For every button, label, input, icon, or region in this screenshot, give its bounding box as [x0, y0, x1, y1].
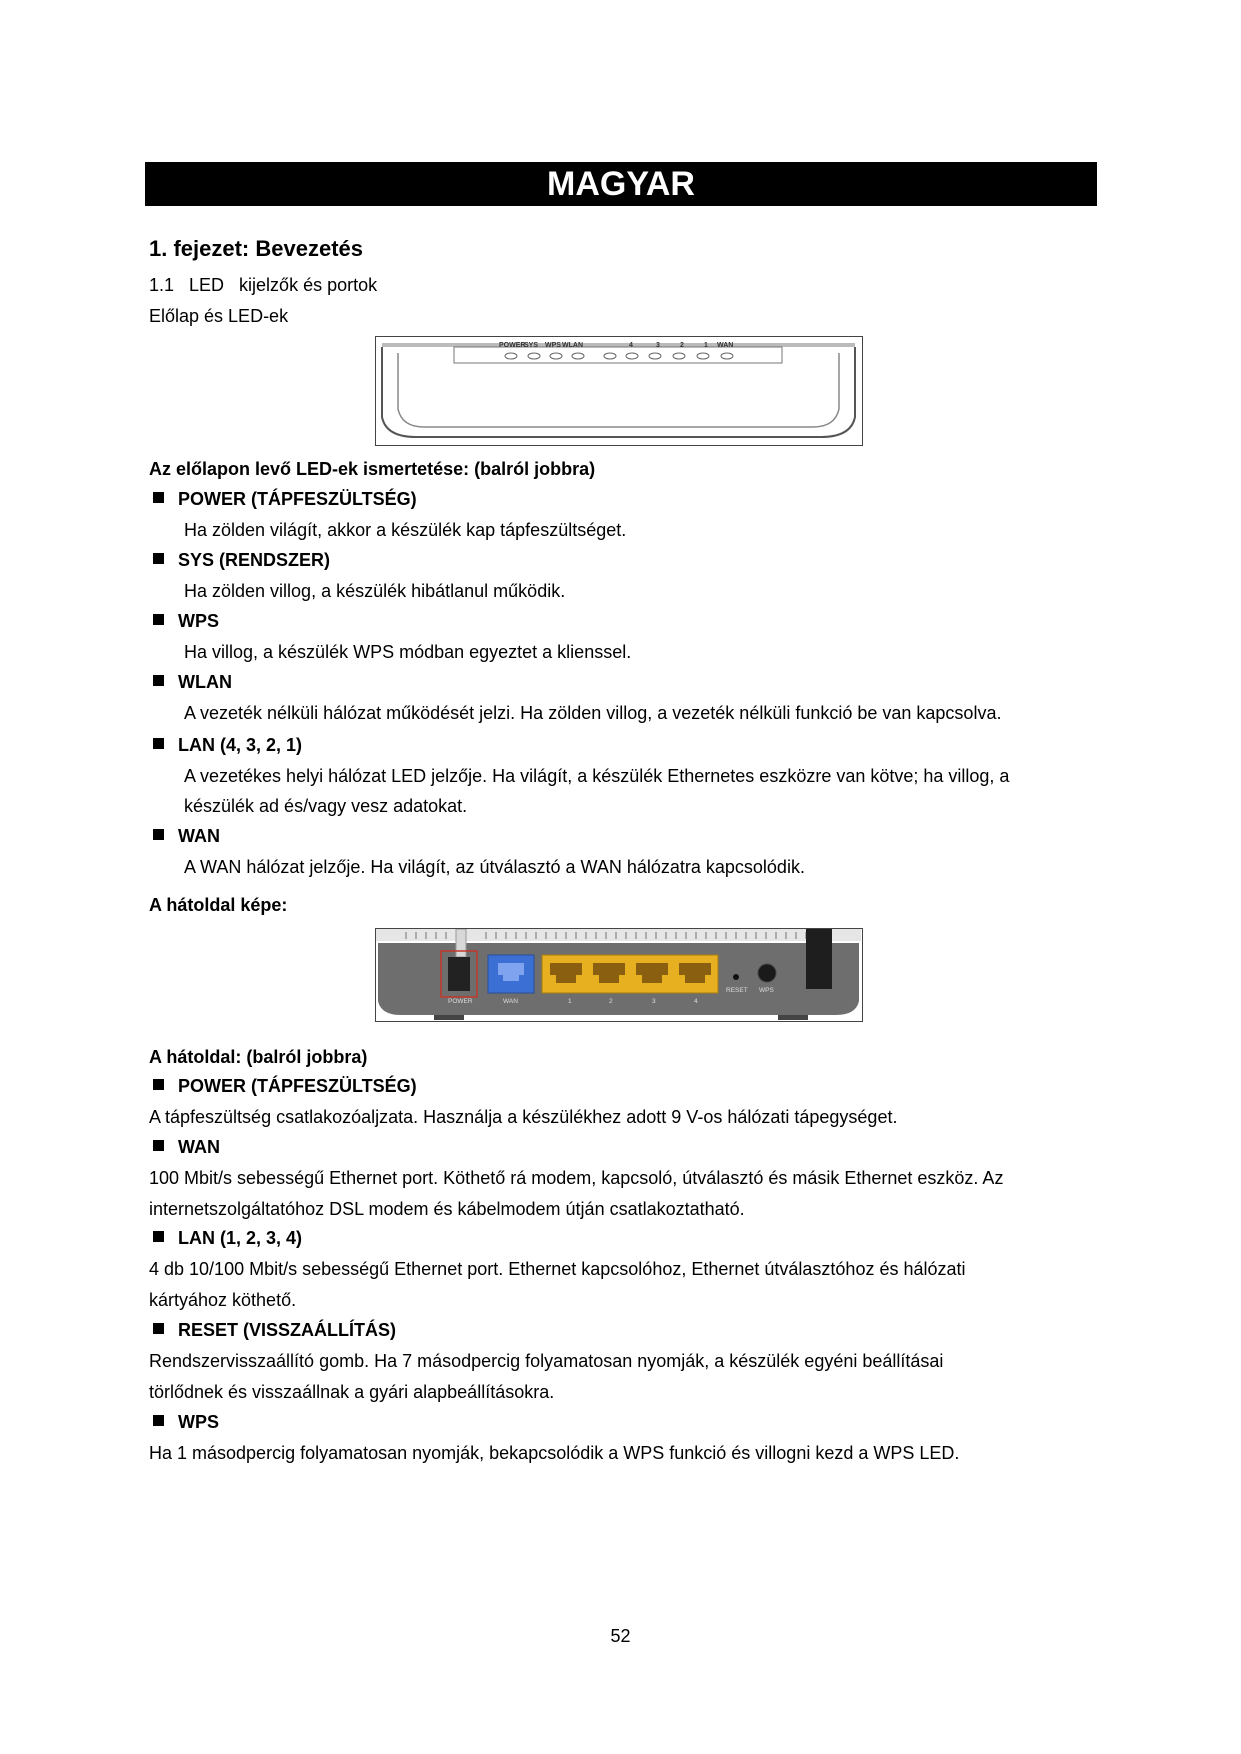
front-intro: Az előlapon levő LED-ek ismertetése: (balról jobbra)	[149, 459, 596, 479]
bullet-text: A tápfeszültség csatlakozóaljzata. Használja a készülékhez adott 9 V-os hálózati tápegységet.	[149, 1107, 898, 1127]
led-indicator	[550, 353, 562, 359]
bullet-text: törlődnek és visszaállnak a gyári alapbeállításokra.	[149, 1382, 555, 1402]
led-label: WLAN	[562, 342, 583, 349]
bullet-heading: SYS (RENDSZER)	[153, 548, 330, 572]
bullet-text: Ha villog, a készülék WPS módban egyeztet a klienssel.	[184, 642, 632, 662]
bullet-square-icon	[153, 553, 164, 564]
bullet-text: Ha 1 másodpercig folyamatosan nyomják, bekapcsolódik a WPS funkció és villogni kezd a WPS LED.	[149, 1443, 960, 1463]
bullet-square-icon	[153, 1079, 164, 1090]
bullet-square-icon	[153, 675, 164, 686]
antenna	[806, 929, 832, 989]
bullet-heading: WAN	[153, 824, 220, 848]
bullet-heading: WPS	[153, 1410, 219, 1434]
front-caption: Előlap és LED-ek	[149, 306, 289, 326]
bullet-text: készülék ad és/vagy vesz adatokat.	[184, 796, 468, 816]
bullet-square-icon	[153, 492, 164, 503]
back-intro: A hátoldal: (balról jobbra)	[149, 1047, 368, 1067]
bullet-text: Ha zölden villog, a készülék hibátlanul működik.	[184, 581, 566, 601]
led-indicator	[673, 353, 685, 359]
front-panel-figure	[375, 336, 863, 446]
bullet-square-icon	[153, 1140, 164, 1151]
bullet-square-icon	[153, 614, 164, 625]
front-panel-drawing	[376, 337, 861, 444]
bullet-square-icon	[153, 829, 164, 840]
port-label: WAN	[503, 998, 518, 1005]
bullet-heading: LAN (4, 3, 2, 1)	[153, 733, 302, 757]
led-indicator	[604, 353, 616, 359]
bullet-text: kártyához köthető.	[149, 1290, 297, 1310]
page-number: 52	[610, 1626, 631, 1646]
language-banner: MAGYAR	[145, 162, 1097, 206]
bullet-square-icon	[153, 1415, 164, 1426]
back-panel-figure	[375, 928, 863, 1022]
led-indicator	[572, 353, 584, 359]
led-label: POWER	[499, 342, 526, 349]
bullet-text: 100 Mbit/s sebességű Ethernet port. Köthető rá modem, kapcsoló, útválasztó és másik Ethernet eszköz. Az	[149, 1168, 1004, 1188]
bullet-text: A vezeték nélküli hálózat működését jelzi. Ha zölden villog, a vezeték nélküli funkció be van kapcsolva.	[184, 703, 1002, 723]
bullet-heading: POWER (TÁPFESZÜLTSÉG)	[153, 1074, 417, 1098]
led-indicator	[721, 353, 733, 359]
bullet-heading: RESET (VISSZAÁLLÍTÁS)	[153, 1318, 396, 1342]
bullet-text: internetszolgáltatóhoz DSL modem és kábelmodem útján csatlakoztatható.	[149, 1199, 745, 1219]
port-label: 1	[568, 998, 572, 1005]
led-indicator	[505, 353, 517, 359]
port-label: POWER	[448, 998, 473, 1005]
bullet-text: A vezetékes helyi hálózat LED jelzője. Ha világít, a készülék Ethernetes eszközre van kötve; ha villog, a	[184, 766, 1010, 786]
port-label: 2	[609, 998, 613, 1005]
bullet-heading: WLAN	[153, 670, 232, 694]
led-label: 4	[629, 342, 633, 349]
chapter-title: 1. fejezet: Bevezetés	[149, 236, 363, 261]
bullet-heading: POWER (TÁPFESZÜLTSÉG)	[153, 487, 417, 511]
bullet-text: Rendszervisszaállító gomb. Ha 7 másodpercig folyamatosan nyomják, a készülék egyéni beállításai	[149, 1351, 944, 1371]
led-label: WPS	[545, 342, 561, 349]
led-label: 2	[680, 342, 684, 349]
back-caption: A hátoldal képe:	[149, 895, 288, 915]
antenna	[456, 929, 466, 957]
bullet-heading: LAN (1, 2, 3, 4)	[153, 1226, 302, 1250]
led-indicator	[626, 353, 638, 359]
bullet-text: A WAN hálózat jelzője. Ha világít, az útválasztó a WAN hálózatra kapcsolódik.	[184, 857, 805, 877]
led-indicator	[649, 353, 661, 359]
led-label: 1	[704, 342, 708, 349]
bullet-text: 4 db 10/100 Mbit/s sebességű Ethernet port. Ethernet kapcsolóhoz, Ethernet útválasztóhoz és hálózati	[149, 1259, 966, 1279]
led-label: SYS	[524, 342, 539, 349]
bullet-square-icon	[153, 738, 164, 749]
port-label: WPS	[759, 987, 774, 994]
bullet-heading: WAN	[153, 1135, 220, 1159]
led-label: 3	[656, 342, 660, 349]
led-indicator	[697, 353, 709, 359]
led-indicator	[528, 353, 540, 359]
back-panel-drawing	[376, 929, 861, 1020]
port-label: RESET	[726, 987, 748, 994]
reset-button	[733, 974, 739, 980]
led-label: WAN	[717, 342, 734, 349]
bullet-heading: WPS	[153, 609, 219, 633]
bullet-square-icon	[153, 1231, 164, 1242]
port-label: 4	[694, 998, 698, 1005]
power-socket	[448, 957, 470, 991]
bullet-square-icon	[153, 1323, 164, 1334]
bullet-text: Ha zölden világít, akkor a készülék kap tápfeszültséget.	[184, 520, 627, 540]
port-label: 3	[652, 998, 656, 1005]
wps-button	[758, 964, 776, 982]
section-title: 1.1 LED kijelzők és portok	[149, 275, 378, 295]
